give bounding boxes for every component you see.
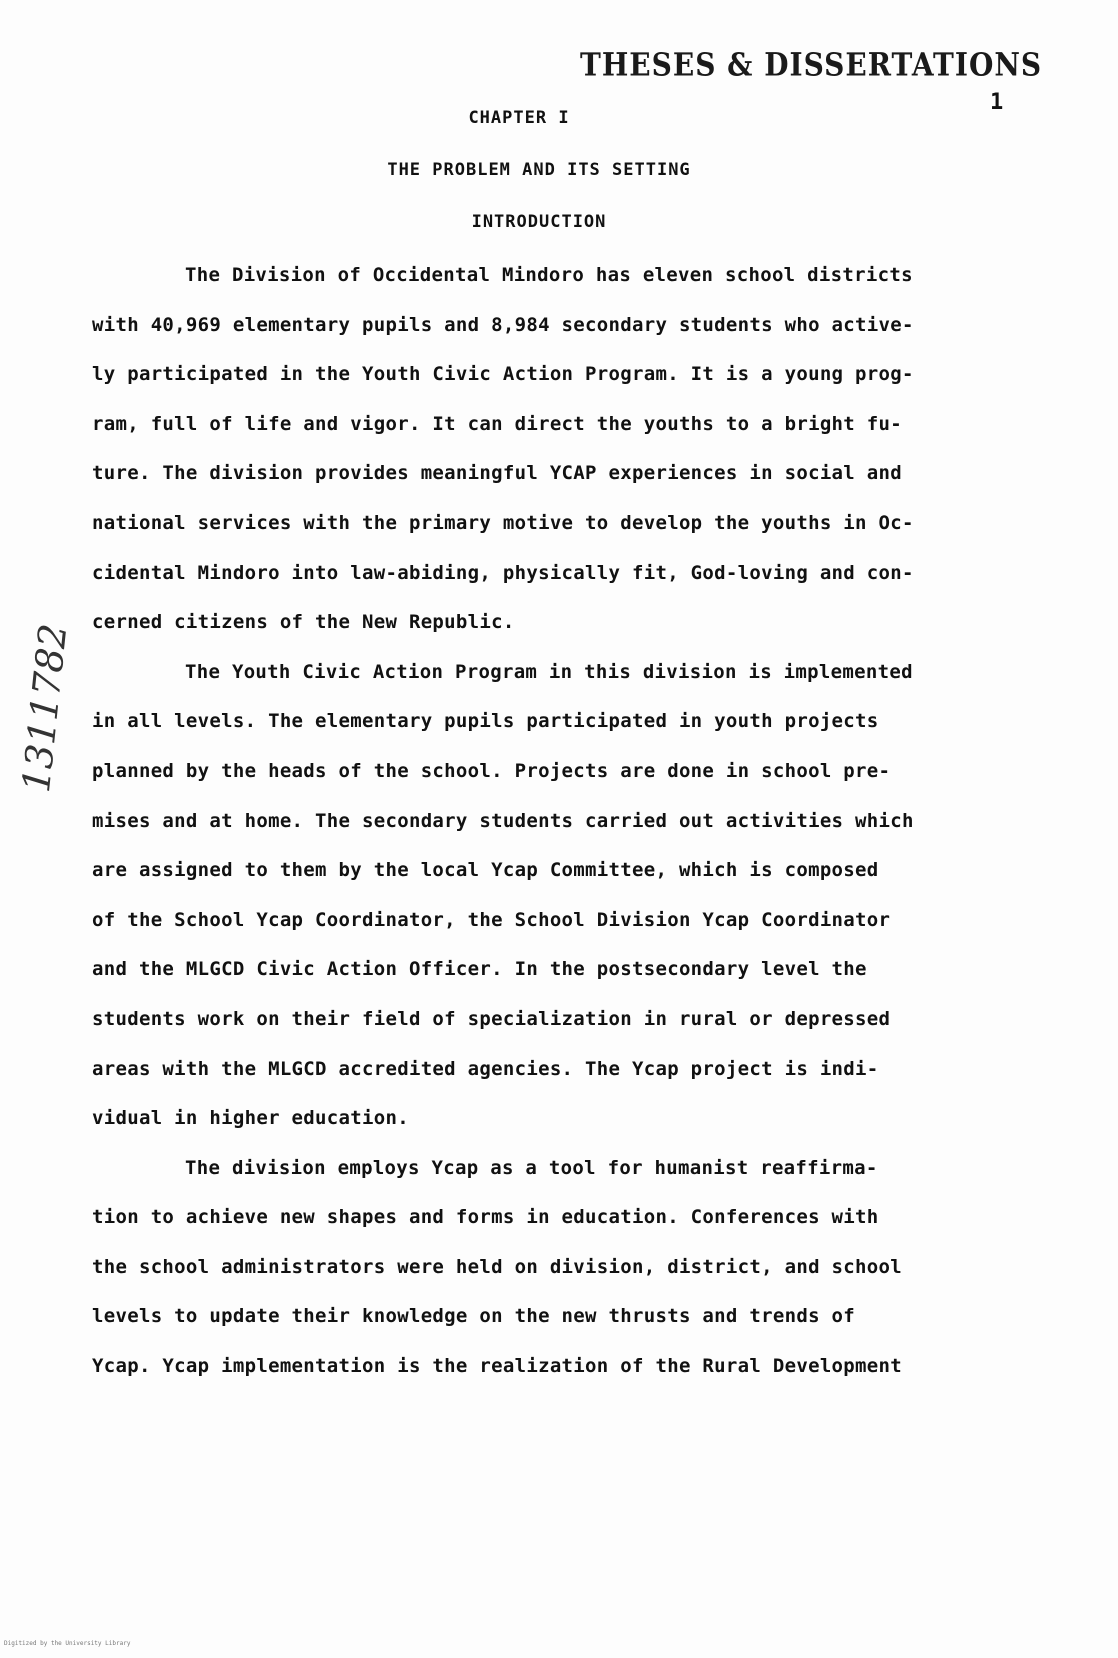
text-line: areas with the MLGCD accredited agencies. The Ycap project is indi-: [92, 1057, 879, 1080]
text-line: The Division of Occidental Mindoro has eleven school districts: [185, 264, 913, 286]
library-stamp: THESES & DISSERTATIONS: [580, 45, 1043, 84]
text-line: Ycap. Ycap implementation is the realization of the Rural Development: [92, 1355, 902, 1378]
text-line: planned by the heads of the school. Projects are done in school pre-: [92, 759, 891, 782]
text-line: ly participated in the Youth Civic Action Program. It is a young prog-: [92, 363, 914, 386]
text-line: The division employs Ycap as a tool for humanist reaffirma-: [185, 1156, 878, 1179]
text-line: tion to achieve new shapes and forms in education. Conferences with: [92, 1206, 879, 1229]
text-line: ture. The division provides meaningful YCAP experiences in social and: [92, 462, 902, 485]
text-line: in all levels. The elementary pupils participated in youth projects: [92, 710, 879, 733]
text-line: are assigned to them by the local Ycap Committee, which is composed: [92, 859, 879, 882]
text-line: cidental Mindoro into law-abiding, physically fit, God-loving and con-: [92, 561, 914, 584]
text-line: levels to update their knowledge on the new thrusts and trends of: [92, 1305, 856, 1328]
text-line: mises and at home. The secondary students carried out activities which: [92, 809, 914, 832]
chapter-heading: CHAPTER I: [468, 108, 570, 128]
text-line: the school administrators were held on division, district, and school: [92, 1255, 902, 1278]
body-text: [92, 262, 1012, 1403]
text-line: students work on their field of specialization in rural or depressed: [92, 1007, 891, 1030]
chapter-title: THE PROBLEM AND ITS SETTING: [387, 160, 691, 180]
text-line: of the School Ycap Coordinator, the School Division Ycap Coordinator: [92, 908, 891, 931]
text-line: ram, full of life and vigor. It can direct the youths to a bright fu-: [92, 412, 902, 435]
page-number: 1: [990, 90, 1004, 115]
text-line: The Youth Civic Action Program in this division is implemented: [185, 660, 913, 683]
text-line: national services with the primary motive to develop the youths in Oc-: [92, 511, 914, 534]
section-heading: INTRODUCTION: [471, 212, 607, 232]
footer-note: Digitized by the University Library: [4, 1640, 131, 1647]
text-line: and the MLGCD Civic Action Officer. In the postsecondary level the: [92, 958, 867, 981]
text-line: vidual in higher education.: [92, 1107, 409, 1130]
text-line: with 40,969 elementary pupils and 8,984 secondary students who active-: [92, 313, 914, 336]
text-line: cerned citizens of the New Republic.: [92, 611, 515, 634]
handwritten-accession-number: 1311782: [14, 621, 76, 795]
